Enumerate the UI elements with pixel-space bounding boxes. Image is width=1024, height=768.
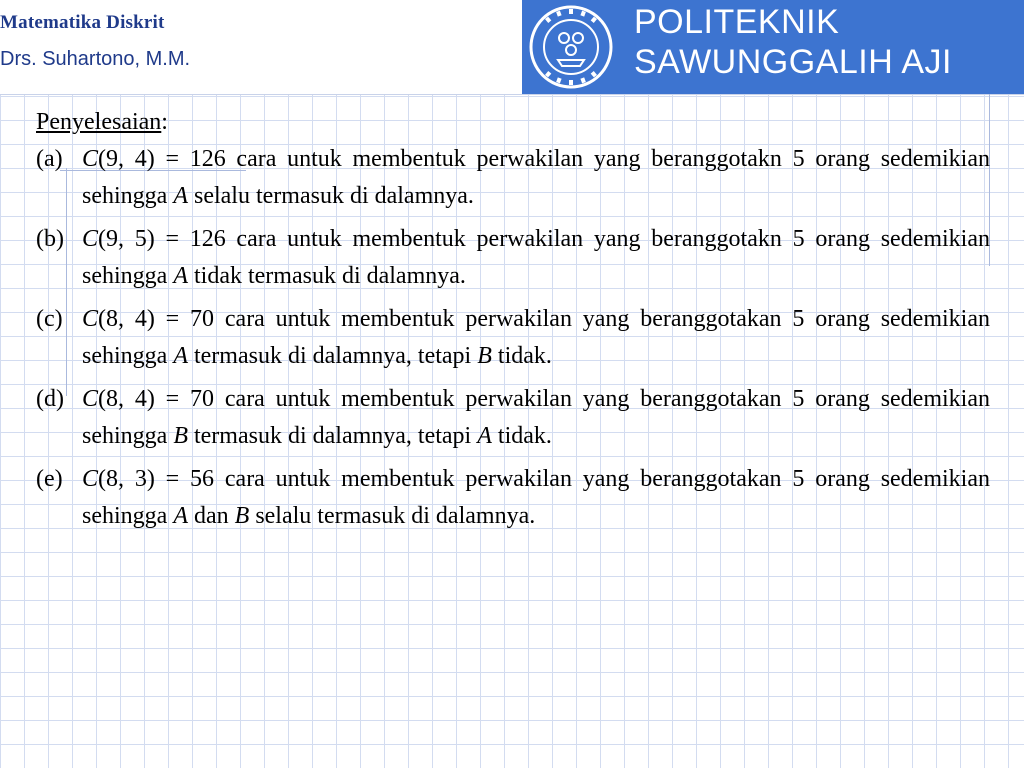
math-variable: B <box>477 343 492 369</box>
solution-text-segment: (9, 5) = 126 cara untuk membentuk perwakilan yang beranggotakn 5 orang sedemikian sehingga <box>82 226 990 289</box>
math-variable: B <box>173 423 188 449</box>
solution-item-label: (e) <box>36 466 63 492</box>
math-variable: A <box>173 503 188 529</box>
institution-seal-icon <box>528 4 614 90</box>
math-variable: B <box>234 503 250 529</box>
solution-item-label: (b) <box>36 226 64 252</box>
solution-item <box>36 221 990 295</box>
math-variable: C <box>82 226 99 252</box>
solution-heading-colon: : <box>161 109 168 135</box>
solution-item <box>36 141 990 215</box>
solution-text-segment: termasuk di dalamnya, tetapi <box>187 343 478 369</box>
math-variable: A <box>173 263 188 289</box>
math-variable: A <box>173 343 188 369</box>
solution-text-segment: (8, 3) = 56 cara untuk membentuk perwakilan yang beranggotakan 5 orang sedemikian sehingga <box>82 466 990 529</box>
solution-list <box>36 141 990 535</box>
solution-item <box>36 301 990 375</box>
math-variable: C <box>82 466 99 492</box>
solution-item-label: (a) <box>36 146 63 172</box>
solution-text-segment: (9, 4) = 126 cara untuk membentuk perwakilan yang beranggotakn 5 orang sedemikian sehingga <box>82 146 990 209</box>
solution-item-text <box>82 301 990 375</box>
solution-text-segment: selalu termasuk di dalamnya. <box>187 183 474 209</box>
institution-name-line2: SAWUNGGALIH AJI <box>634 43 952 81</box>
solution-heading: Penyelesaian <box>36 109 162 135</box>
institution-name <box>634 2 952 82</box>
solution-text-segment: selalu termasuk di dalamnya. <box>249 503 536 529</box>
slide-body <box>36 104 990 535</box>
solution-text-segment: tidak termasuk di dalamnya. <box>187 263 466 289</box>
solution-text-segment: tidak. <box>491 343 552 369</box>
solution-item <box>36 461 990 535</box>
solution-item-text <box>82 141 990 215</box>
math-variable: A <box>173 183 188 209</box>
instructor-name: Drs. Suhartono, M.M. <box>0 48 191 70</box>
institution-logo-band <box>522 0 1024 94</box>
solution-item-label: (d) <box>36 386 64 412</box>
math-variable: C <box>82 386 99 412</box>
solution-text-segment: dan <box>187 503 235 529</box>
solution-text-segment: (8, 4) = 70 cara untuk membentuk perwakilan yang beranggotakan 5 orang sedemikian sehingga <box>82 306 990 369</box>
solution-item-label: (c) <box>36 306 63 332</box>
solution-heading-line <box>36 104 990 141</box>
institution-name-line1: POLITEKNIK <box>634 3 840 41</box>
solution-text-segment: termasuk di dalamnya, tetapi <box>187 423 478 449</box>
math-variable: C <box>82 146 99 172</box>
slide-header <box>0 0 1024 95</box>
solution-item <box>36 381 990 455</box>
course-title: Matematika Diskrit <box>0 12 165 33</box>
solution-item-text <box>82 461 990 535</box>
solution-text-segment: tidak. <box>491 423 552 449</box>
solution-item-text <box>82 381 990 455</box>
solution-text-segment: (8, 4) = 70 cara untuk membentuk perwakilan yang beranggotakan 5 orang sedemikian sehingga <box>82 386 990 449</box>
math-variable: C <box>82 306 99 332</box>
math-variable: A <box>477 423 492 449</box>
solution-item-text <box>82 221 990 295</box>
